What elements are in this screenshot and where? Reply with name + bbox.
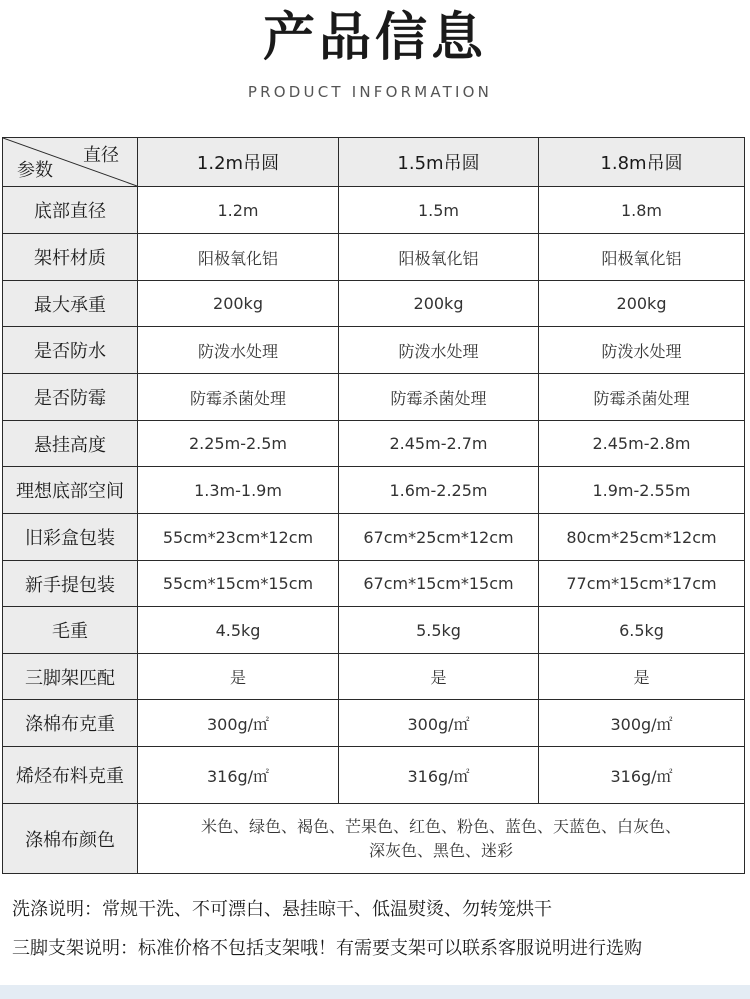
table-cell: 阳极氧化铝 [339,234,539,281]
colors-line-1: 米色、绿色、褐色、芒果色、红色、粉色、蓝色、天蓝色、白灰色、 [200,816,681,836]
table-cell: 阳极氧化铝 [138,234,339,281]
table-cell: 4.5kg [138,607,339,654]
table-row [3,421,745,467]
table-cell: 1.8m [539,187,745,234]
table-row [3,561,745,607]
table-cell: 5.5kg [339,607,539,654]
table-cell: 防泼水处理 [539,327,745,374]
table-cell: 300g/㎡ [339,700,539,747]
bottom-divider [0,985,750,999]
table-cell: 300g/㎡ [539,700,745,747]
table-cell: 200kg [339,281,539,327]
row-label: 毛重 [3,607,138,654]
table-cell: 67cm*15cm*15cm [339,561,539,607]
table-row [3,234,745,281]
table-cell: 1.2m [138,187,339,234]
table-row [3,467,745,514]
table-cell: 防霉杀菌处理 [138,374,339,421]
row-label: 底部直径 [3,187,138,234]
table-row [3,700,745,747]
page-subtitle: PRODUCT INFORMATION [247,83,493,101]
row-label: 涤棉布克重 [3,700,138,747]
row-label: 架杆材质 [3,234,138,281]
table-row [3,514,745,561]
table-cell: 300g/㎡ [138,700,339,747]
row-label: 最大承重 [3,281,138,327]
row-label: 新手提包装 [3,561,138,607]
table-cell: 是 [138,654,339,700]
table-row [3,281,745,327]
table-row [3,187,745,234]
table-header-row [3,138,745,187]
table-cell: 316g/㎡ [339,747,539,804]
table-cell: 55cm*23cm*12cm [138,514,339,561]
colors-line-2: 深灰色、黑色、迷彩 [368,840,513,860]
table-cell: 6.5kg [539,607,745,654]
row-label: 烯烃布料克重 [3,747,138,804]
row-label: 是否防水 [3,327,138,374]
table-cell: 阳极氧化铝 [539,234,745,281]
table-cell: 1.9m-2.55m [539,467,745,514]
colors-cell [138,804,745,874]
row-label: 悬挂高度 [3,421,138,467]
row-label: 旧彩盒包装 [3,514,138,561]
table-cell: 67cm*25cm*12cm [339,514,539,561]
table-cell: 316g/㎡ [138,747,339,804]
corner-bottom-label: 参数 [17,160,53,181]
table-cell: 2.25m-2.5m [138,421,339,467]
row-label: 涤棉布颜色 [3,804,138,874]
table-row [3,654,745,700]
table-cell: 是 [339,654,539,700]
washing-note: 洗涤说明：常规干洗、不可漂白、悬挂晾干、低温熨烫、勿转笼烘干 [12,899,552,920]
table-cell: 1.6m-2.25m [339,467,539,514]
table-row [3,747,745,804]
row-label: 理想底部空间 [3,467,138,514]
table-cell: 2.45m-2.7m [339,421,539,467]
table-row [3,374,745,421]
table-row [3,607,745,654]
tripod-note: 三脚支架说明：标准价格不包括支架哦！有需要支架可以联系客服说明进行选购 [12,938,642,959]
column-header: 1.2m吊圆 [138,138,339,187]
table-cell: 防霉杀菌处理 [539,374,745,421]
table-cell: 1.5m [339,187,539,234]
table-cell: 防霉杀菌处理 [339,374,539,421]
table-cell: 316g/㎡ [539,747,745,804]
table-cell: 200kg [138,281,339,327]
table-row-colors [3,804,745,874]
row-label: 三脚架匹配 [3,654,138,700]
table-cell: 防泼水处理 [339,327,539,374]
table-cell: 1.3m-1.9m [138,467,339,514]
corner-top-label: 直径 [83,145,119,166]
column-header: 1.8m吊圆 [539,138,745,187]
spec-table [2,137,745,874]
table-cell: 200kg [539,281,745,327]
corner-cell [3,138,138,187]
table-cell: 77cm*15cm*17cm [539,561,745,607]
row-label: 是否防霉 [3,374,138,421]
column-header: 1.5m吊圆 [339,138,539,187]
table-cell: 80cm*25cm*12cm [539,514,745,561]
table-cell: 2.45m-2.8m [539,421,745,467]
table-cell: 55cm*15cm*15cm [138,561,339,607]
page-title: 产品信息 [262,7,487,68]
table-cell: 是 [539,654,745,700]
table-row [3,327,745,374]
table-cell: 防泼水处理 [138,327,339,374]
